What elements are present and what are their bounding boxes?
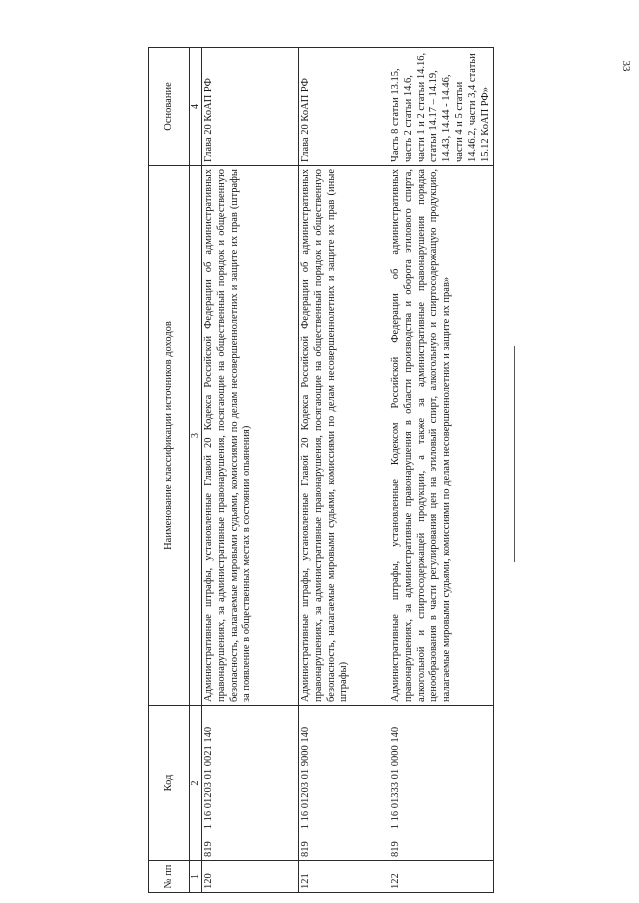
page-number: 33 [620, 60, 632, 72]
row-code [202, 706, 299, 861]
row-basis: Глава 20 КоАП РФ [299, 48, 390, 166]
column-number-row [190, 48, 202, 893]
admin-code: 819 [390, 841, 401, 857]
revenue-classification-table [148, 47, 494, 893]
table-row [389, 48, 494, 893]
row-code [299, 706, 390, 861]
admin-code: 819 [300, 841, 311, 857]
column-number: 4 [190, 48, 202, 166]
table-row [299, 48, 390, 893]
budget-code: 1 16 01203 01 0021 140 [203, 726, 214, 830]
row-name: Административные штрафы, установленные Главой 20 Кодекса Российской Федерации об административных правонарушениях, за административные правонарушения, посягающие на общественный порядок и общественную безопасность, налагаемые мировыми судьями, комиссиями по делам несовершеннолетних и защите их прав (иные штрафы) [299, 166, 390, 706]
table-header-row [149, 48, 190, 893]
header-basis: Основание [149, 48, 190, 166]
budget-code: 1 16 01333 01 0000 140 [390, 726, 401, 830]
rotated-table-container [148, 48, 495, 893]
row-basis: Часть 8 статьи 13.15, часть 2 статьи 14.6, части 1 и 2 статьи 14.16, статьи 14.17 – 14.19, 14.43, 14.44 - 14.46, части 4 и 5 статьи 14.46.2, части 3,4 статьи 15.12 КоАП РФ» [389, 48, 494, 166]
column-number: 2 [190, 706, 202, 861]
column-number: 3 [190, 166, 202, 706]
row-code [389, 706, 494, 861]
row-number: 120 [202, 861, 299, 893]
closing-rule-line [514, 346, 515, 562]
row-number: 121 [299, 861, 390, 893]
row-name: Административные штрафы, установленные Кодексом Российской Федерации об административных правонарушениях, за административные правонарушения в области производства и оборота этилового спирта, алкогольной и спиртосодержащей продукции, а также за административные правонарушения порядка ценообразования в части регулирования цен на этиловый спирт, алкогольную и спиртосодержащую продукцию, налагаемые мировыми судьями, комиссиями по делам несовершеннолетних и защите их прав» [389, 166, 494, 706]
row-basis: Глава 20 КоАП РФ [202, 48, 299, 166]
header-no: № пп [149, 861, 190, 893]
budget-code: 1 16 01203 01 9000 140 [300, 726, 311, 830]
header-name: Наименование классификации источников доходов [149, 166, 190, 706]
table-row [202, 48, 299, 893]
column-number: 1 [190, 861, 202, 893]
admin-code: 819 [203, 841, 214, 857]
row-name: Административные штрафы, установленные Главой 20 Кодекса Российской Федерации об административных правонарушениях, за административные правонарушения, посягающие на общественный порядок и общественную безопасность, налагаемые мировыми судьями, комиссиями по делам несовершеннолетних и защите их прав (штрафы за появление в общественных местах в состоянии опьянения) [202, 166, 299, 706]
header-code: Код [149, 706, 190, 861]
row-number: 122 [389, 861, 494, 893]
